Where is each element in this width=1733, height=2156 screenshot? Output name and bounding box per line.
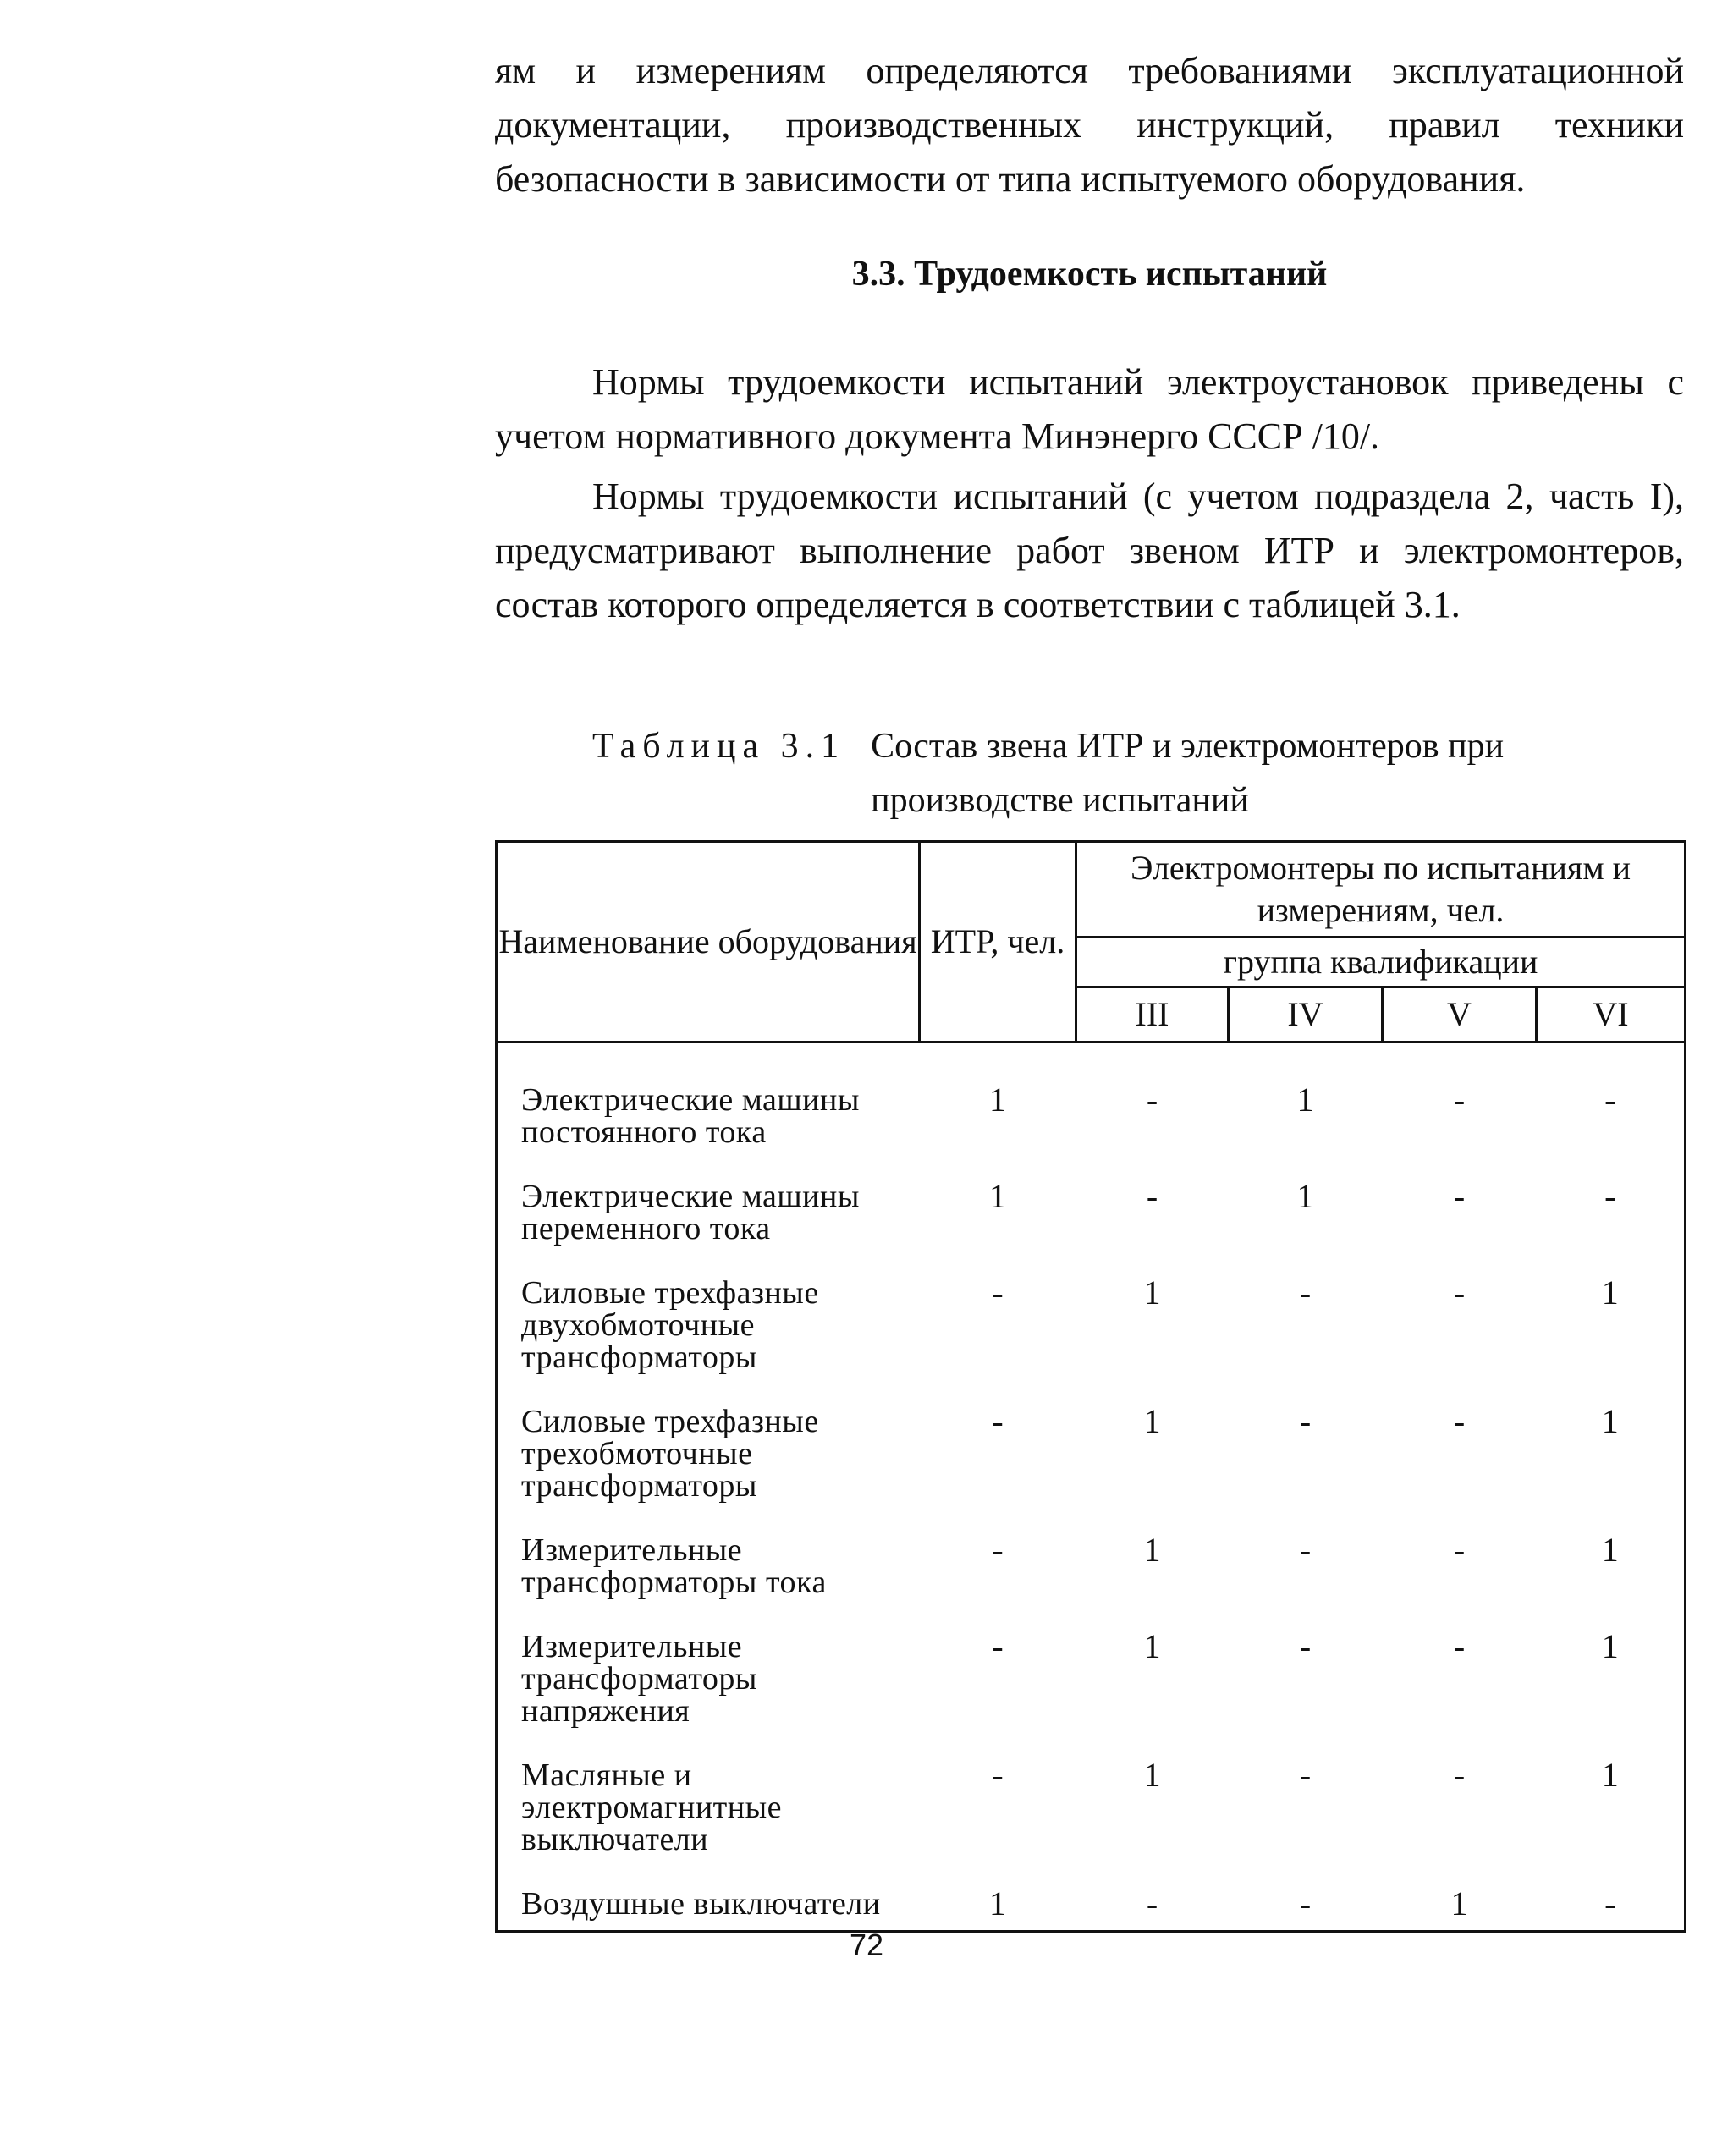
table-caption-label: Таблица 3.1 [592, 727, 846, 766]
table-row [497, 1888, 1686, 1932]
cell-group-iii: 1 [1143, 1402, 1161, 1440]
header-electricians: Электромонтеры по испытаниям и измерениям, чел. [1076, 842, 1686, 938]
header-group-iv: IV [1229, 987, 1383, 1042]
cell-group-iii: 1 [1143, 1627, 1161, 1665]
cell-itr: 1 [989, 1177, 1006, 1215]
cell-itr: - [992, 1273, 1004, 1312]
cell-group-iii: - [1146, 1884, 1158, 1922]
cell-group-iv: - [1299, 1531, 1312, 1569]
table-row [497, 1277, 1686, 1405]
cell-group-vi: 1 [1601, 1627, 1619, 1665]
cell-equipment: Измерительные трансформаторы напряжения [521, 1629, 757, 1729]
cell-equipment: Масляные и электромагнитные выключатели [521, 1757, 783, 1857]
table-row [497, 1405, 1686, 1534]
section-heading: 3.3. Трудоемкость испытаний [851, 255, 1328, 294]
cell-group-vi: 1 [1601, 1531, 1619, 1569]
cell-group-v: - [1453, 1402, 1466, 1440]
cell-group-vi: 1 [1601, 1273, 1619, 1312]
cell-group-iv: - [1299, 1402, 1312, 1440]
header-group-vi: VI [1537, 987, 1686, 1042]
paragraph-norms-source: Нормы трудоемкости испытаний электроустановок приведены с учетом нормативного документа Минэнерго СССР /10/. [495, 361, 1684, 457]
cell-group-vi: 1 [1601, 1756, 1619, 1794]
cell-itr: - [992, 1627, 1004, 1665]
cell-itr: - [992, 1402, 1004, 1440]
cell-group-v: - [1453, 1627, 1466, 1665]
cell-group-iv: 1 [1296, 1081, 1314, 1119]
cell-group-iii: 1 [1143, 1531, 1161, 1569]
cell-group-iii: - [1146, 1081, 1158, 1119]
table-caption [592, 719, 1659, 828]
cell-equipment: Воздушные выключатели [521, 1886, 881, 1922]
cell-group-v: - [1453, 1531, 1466, 1569]
cell-equipment: Электрические машины переменного тока [521, 1179, 860, 1246]
cell-group-v: - [1453, 1177, 1466, 1215]
table-row [497, 1084, 1686, 1180]
cell-group-iv: - [1299, 1756, 1312, 1794]
cell-group-v: - [1453, 1081, 1466, 1119]
cell-itr: - [992, 1531, 1004, 1569]
cell-group-iv: 1 [1296, 1177, 1314, 1215]
cell-group-vi: - [1604, 1081, 1616, 1119]
table-row [497, 1759, 1686, 1888]
crew-composition-table [495, 840, 1686, 1933]
table-caption-title: Состав звена ИТР и электромонтеров при производстве испытаний [871, 727, 1505, 820]
paragraph-intro: ям и измерениям определяются требованиями эксплуатационной документации, производственных инструкций, правил техники безопасности в зависимости от типа испытуемого оборудования. [495, 50, 1684, 200]
cell-group-v: 1 [1450, 1884, 1468, 1922]
cell-equipment: Измерительные трансформаторы тока [521, 1532, 827, 1600]
page-number: 72 [849, 1928, 884, 1962]
cell-equipment: Электрические машины постоянного тока [521, 1082, 860, 1150]
header-equipment: Наименование оборудования [497, 842, 920, 1042]
table-body [497, 1042, 1686, 1932]
header-itr: ИТР, чел. [920, 842, 1076, 1042]
header-qualification-group: группа квалификации [1076, 938, 1686, 987]
table-row [497, 1534, 1686, 1631]
cell-group-iii: 1 [1143, 1756, 1161, 1794]
cell-equipment: Силовые трехфазные двухобмоточные трансформаторы [521, 1275, 819, 1375]
cell-group-iv: - [1299, 1884, 1312, 1922]
cell-group-iii: - [1146, 1177, 1158, 1215]
cell-itr: - [992, 1756, 1004, 1794]
cell-itr: 1 [989, 1081, 1006, 1119]
cell-group-vi: 1 [1601, 1402, 1619, 1440]
cell-group-v: - [1453, 1273, 1466, 1312]
header-group-iii: III [1076, 987, 1229, 1042]
cell-group-vi: - [1604, 1884, 1616, 1922]
cell-group-iv: - [1299, 1627, 1312, 1665]
cell-equipment: Силовые трехфазные трехобмоточные трансформаторы [521, 1404, 819, 1504]
table-row [497, 1180, 1686, 1277]
paragraph-norms-team: Нормы трудоемкости испытаний (с учетом подраздела 2, часть I), предусматривают выполнение работ звеном ИТР и электромонтеров, состав которого определяется в соответствии с таблицей 3.1. [495, 476, 1684, 625]
table-row [497, 1631, 1686, 1759]
cell-group-v: - [1453, 1756, 1466, 1794]
cell-group-iv: - [1299, 1273, 1312, 1312]
cell-group-iii: 1 [1143, 1273, 1161, 1312]
cell-itr: 1 [989, 1884, 1006, 1922]
header-group-v: V [1383, 987, 1537, 1042]
cell-group-vi: - [1604, 1177, 1616, 1215]
